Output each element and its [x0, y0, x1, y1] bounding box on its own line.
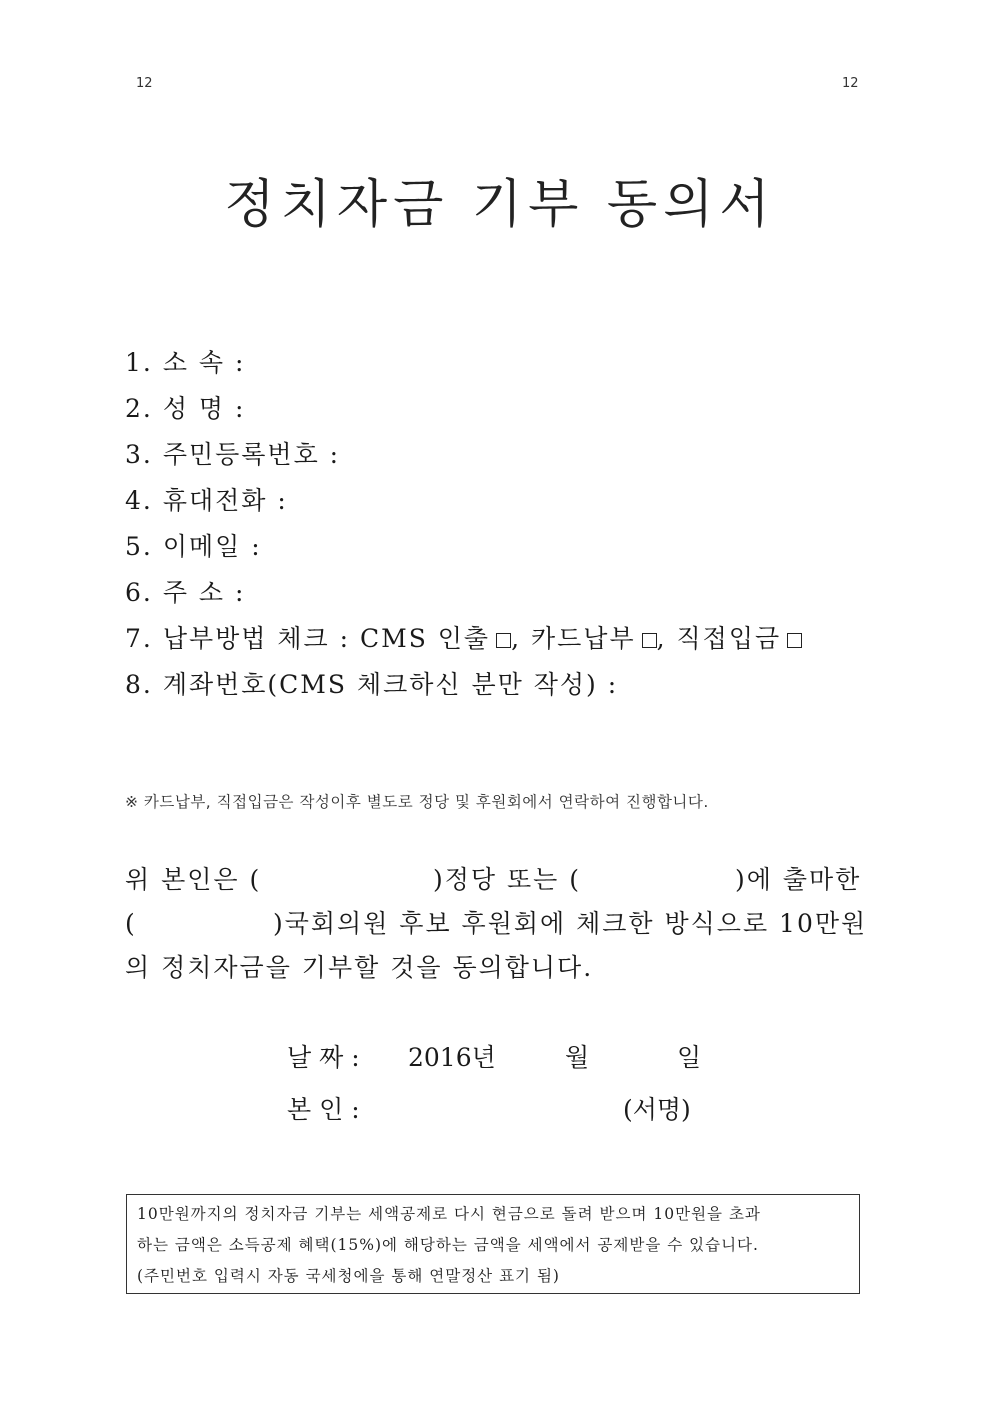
field-label: 납부방법 체크 :: [162, 624, 351, 653]
field-label: 성 명 :: [162, 394, 246, 423]
field-label: 주민등록번호 :: [162, 440, 341, 469]
date-day[interactable]: 일: [677, 1043, 702, 1072]
consent-line-3: [125, 946, 865, 990]
consent-line-1: [125, 858, 865, 902]
signature-mark[interactable]: (서명): [623, 1095, 691, 1124]
separator: ,: [511, 624, 522, 653]
field-number: 8.: [125, 670, 153, 699]
checkbox-card[interactable]: [642, 633, 657, 648]
field-number: 4.: [125, 486, 153, 515]
checkbox-direct[interactable]: [787, 633, 802, 648]
page-number-right: 12: [842, 76, 859, 91]
payment-note: ※ 카드납부, 직접입금은 작성이후 별도로 정당 및 후원회에서 연락하여 진행합니다.: [125, 793, 709, 811]
field-address[interactable]: [125, 570, 885, 616]
date-label: 날 짜 :: [287, 1043, 360, 1072]
form-fields: [125, 340, 885, 708]
field-resident-number[interactable]: [125, 432, 885, 478]
field-number: 2.: [125, 394, 153, 423]
option-card-label: 카드납부: [531, 624, 636, 653]
consent-line-2: [125, 902, 868, 946]
checkbox-cms[interactable]: [496, 633, 511, 648]
field-label: 휴대전화 :: [162, 486, 288, 515]
field-affiliation[interactable]: [125, 340, 885, 386]
consent-text: )정당 또는 (: [433, 865, 582, 894]
signer-label: 본 인 :: [287, 1095, 360, 1124]
tax-info-line: 10만원까지의 정치자금 기부는 세액공제로 다시 현금으로 돌려 받으며 10만원을 초과: [137, 1205, 761, 1223]
date-month[interactable]: 월: [565, 1043, 590, 1072]
field-payment-method: [125, 616, 885, 662]
field-number: 1.: [125, 348, 153, 377]
tax-info-line: 하는 금액은 소득공제 혜택(15%)에 해당하는 금액을 세액에서 공제받을 수 있습니다.: [137, 1236, 759, 1254]
field-account-number[interactable]: [125, 662, 885, 708]
tax-info-line: (주민번호 입력시 자동 국세청에을 통해 연말정산 표기 됨): [137, 1267, 560, 1285]
field-number: 7.: [125, 624, 153, 653]
field-label: 주 소 :: [162, 578, 246, 607]
date-year[interactable]: 2016년: [408, 1043, 496, 1072]
option-cms-label: CMS 인출: [359, 624, 491, 653]
tax-info-box: [126, 1194, 860, 1294]
field-number: 6.: [125, 578, 153, 607]
field-mobile[interactable]: [125, 478, 885, 524]
field-number: 5.: [125, 532, 153, 561]
page-number-left: 12: [136, 76, 153, 91]
consent-text: )국회의원 후보 후원회에 체크한 방식으로 10만원: [273, 909, 868, 938]
option-direct-label: 직접입금: [676, 624, 782, 653]
consent-text: 의 정치자금을 기부할 것을 동의합니다.: [125, 953, 594, 982]
consent-text: 위 본인은 (: [125, 865, 262, 894]
consent-statement: [125, 858, 868, 990]
separator: ,: [656, 624, 667, 653]
field-name[interactable]: [125, 386, 885, 432]
document-title: 정치자금 기부 동의서: [224, 175, 776, 235]
field-email[interactable]: [125, 524, 885, 570]
field-label: 이메일 :: [162, 532, 262, 561]
consent-text: (: [125, 909, 137, 938]
field-label: 계좌번호(CMS 체크하신 분만 작성) :: [162, 670, 619, 699]
field-label: 소 속 :: [162, 348, 246, 377]
consent-text: )에 출마한: [735, 865, 862, 894]
field-number: 3.: [125, 440, 153, 469]
